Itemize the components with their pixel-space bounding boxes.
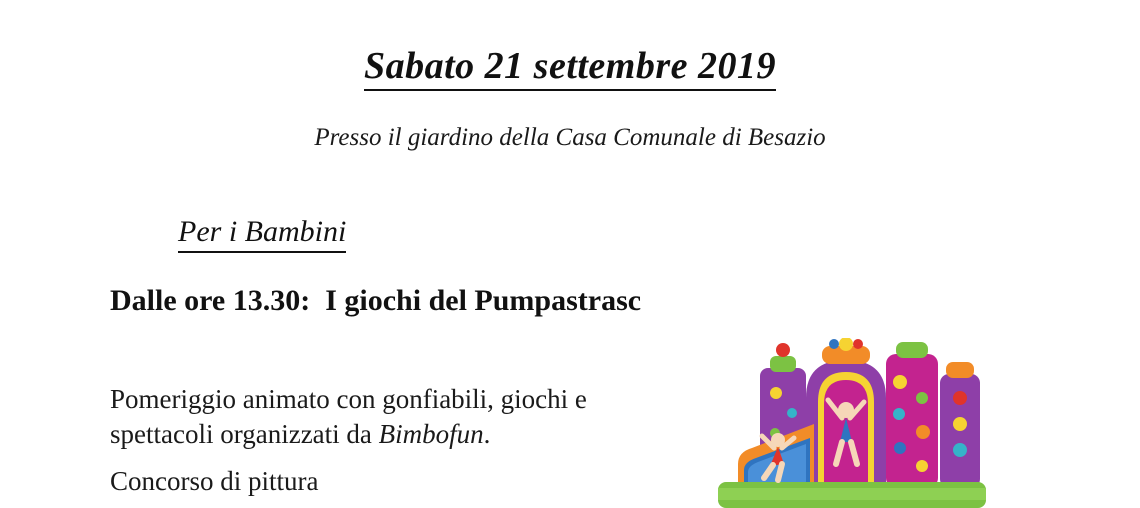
organizer-name: Bimbofun	[378, 418, 484, 449]
contest-line: Concorso di pittura	[110, 466, 319, 496]
section-title-text: Per i Bambini	[178, 215, 346, 253]
section-title	[178, 215, 346, 249]
paragraph-line-2-pre: spettacoli organizzati da	[110, 418, 379, 449]
paragraph-line-2-post: .	[483, 418, 491, 449]
time-heading: Dalle ore 13.30: I giochi del Pumpastrasc	[110, 284, 642, 317]
body-paragraph	[110, 382, 710, 451]
paragraph-line-2	[110, 417, 710, 452]
venue-line: Presso il giardino della Casa Comunale di Besazio	[314, 124, 826, 151]
page-title	[0, 44, 1140, 88]
date-heading-text: Sabato 21 settembre 2019	[364, 45, 776, 91]
paragraph-line-1: Pomeriggio animato con gonfiabili, giochi e	[110, 384, 587, 414]
bouncy-castle-illustration	[718, 338, 1058, 508]
